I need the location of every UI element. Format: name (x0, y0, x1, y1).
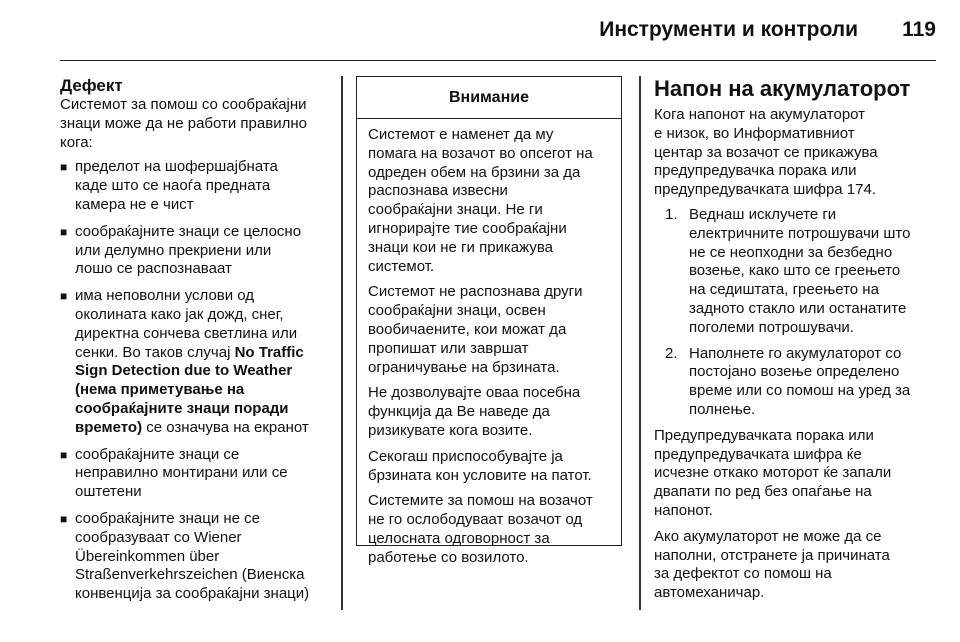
text-line: полнење. (689, 400, 756, 418)
text-line (75, 419, 309, 436)
header-rule (60, 60, 936, 61)
list-item (60, 287, 332, 437)
column-divider-right (639, 76, 641, 610)
text-line: не го ослободуваат возачот од (368, 511, 583, 529)
text-line: наполни, отстранете ја причината (654, 546, 890, 564)
display-message-fragment: (нема приметување на (75, 381, 245, 399)
page-header (60, 14, 936, 58)
page-number: 119 (902, 18, 936, 41)
display-message-fragment: времето) (75, 418, 143, 436)
section-heading-defect: Дефект (60, 76, 123, 95)
text-line: оштетени (75, 483, 142, 501)
defect-conditions-list (60, 158, 332, 604)
text-line: лошо се распознаваат (75, 260, 232, 278)
warning-box (356, 76, 622, 566)
header-title: Инструменти и контроли (599, 18, 858, 41)
text-line: за дефектот со помош на (654, 565, 832, 583)
text-line: пределот на шофершајбната (75, 158, 278, 176)
text-line: не се неопходни за безбедно (689, 243, 893, 261)
text-line: Системот за помош со сообраќајни (60, 96, 307, 113)
text-fragment: сенки. Во таков случај (75, 343, 235, 361)
text-line: сообраќајни знаци, освен (368, 302, 546, 320)
text-line: Наполнете го акумулаторот со (689, 344, 902, 362)
text-line: центар за возачот се прикажува (654, 143, 878, 161)
text-line: Системот е наменет да му (368, 126, 554, 143)
warning-paragraph (368, 492, 613, 567)
display-message-fragment: Sign Detection due to Weather (75, 362, 293, 380)
column-divider-left (341, 76, 343, 610)
battery-paragraph (654, 528, 930, 603)
warning-paragraph (368, 283, 613, 377)
text-line: брзината кон условите на патот. (368, 466, 592, 484)
list-item (60, 158, 332, 214)
text-line: предупредувачка порака или (654, 162, 857, 180)
defect-intro (60, 96, 332, 152)
text-line: функција да Ве наведе да (368, 403, 550, 421)
warning-body (357, 119, 621, 568)
text-line: околината како јак дожд, снег, (75, 305, 284, 323)
display-message-fragment: сообраќајните знаци поради (75, 399, 289, 417)
text-line: пропишат или завршат (368, 339, 529, 357)
list-item (60, 223, 332, 279)
text-line: е низок, во Информативниот (654, 124, 855, 142)
text-line: каде што се наоѓа предната (75, 177, 271, 195)
text-line: распознава извесни (368, 182, 508, 200)
text-line: камера не е чист (75, 195, 194, 213)
text-line: директна сончева светлина или (75, 324, 298, 342)
list-item (60, 446, 332, 502)
text-line: Не дозволувајте оваа посебна (368, 384, 581, 402)
warning-paragraph (368, 384, 613, 440)
text-line: Übereinkommen über (75, 547, 220, 565)
text-line: предупредувачката шифра 174. (654, 181, 877, 199)
text-line: на седиштата, греењето на (689, 281, 879, 299)
text-line: конвенција за сообраќајни знаци) (75, 585, 310, 603)
text-line: автомеханичар. (654, 584, 765, 602)
text-line: неправилно монтирани или се (75, 464, 288, 482)
step-number: 2. (665, 344, 678, 362)
display-message-fragment: No Traffic (234, 343, 304, 361)
text-line: Предупредувачката порака или (654, 426, 874, 444)
list-item (654, 345, 930, 420)
text-line: знаци може да не работи правилно (60, 114, 307, 132)
text-line: ризикувате кога возите. (368, 421, 533, 439)
text-line: предупредувачката шифра ќе (654, 445, 862, 463)
text-line: Веднаш исклучете ги (689, 205, 837, 223)
section-heading-battery-voltage: Напон на акумулаторот (654, 76, 911, 101)
warning-paragraph (368, 448, 613, 486)
text-line: Straßenverkehrszeichen (Виенска (75, 566, 305, 584)
text-line: кога: (60, 133, 93, 151)
text-line: игнорирајте тие сообраќајни (368, 219, 567, 237)
battery-paragraph (654, 427, 930, 521)
text-line: задното стакло или останатите (689, 299, 907, 317)
list-item (654, 206, 930, 338)
text-line: Системите за помош на возачот (368, 492, 593, 510)
text-line: двапати по ред без опаѓање на (654, 483, 872, 501)
text-line: има неповолни услови од (75, 287, 255, 305)
text-line: сообраќајните знаци не се (75, 509, 261, 527)
text-line: исчезне откако моторот ќе запали (654, 464, 892, 482)
text-line: сообраќајните знаци се (75, 445, 240, 463)
text-line: поголеми потрошувачи. (689, 318, 854, 336)
text-line: Секогаш приспособувајте ја (368, 447, 563, 465)
step-number: 1. (665, 205, 678, 223)
text-line (75, 344, 304, 361)
text-line: Системот не распознава други (368, 283, 583, 301)
text-line: сообраќајни знаци. Не ги (368, 201, 543, 219)
text-line: целосната одговорност за (368, 529, 550, 547)
text-line: сообразуваат со Wiener (75, 528, 242, 546)
text-line: постојано возење определено (689, 363, 900, 381)
text-line: системот. (368, 257, 435, 275)
text-line: електричните потрошувачи што (689, 224, 911, 242)
text-line: сообраќајните знаци се целосно (75, 222, 302, 240)
text-line: или делумно прекриени или (75, 241, 272, 259)
text-line: ограничување на брзината. (368, 358, 560, 376)
text-line: Ако акумулаторот не може да се (654, 527, 882, 545)
text-line: помага на возачот во опсегот на (368, 144, 593, 162)
left-column (60, 76, 332, 612)
battery-steps-list (654, 206, 930, 420)
text-line: време или со помош на уред за (689, 382, 911, 400)
warning-paragraph (368, 126, 613, 276)
battery-intro (654, 106, 930, 200)
text-line: знаци кои не ги прикажува (368, 238, 553, 256)
text-line: Кога напонот на акумулаторот (654, 106, 866, 123)
warning-title: Внимание (357, 77, 621, 119)
list-item (60, 510, 332, 604)
text-line: напонот. (654, 501, 713, 519)
text-line: одреден обем на брзини за да (368, 163, 581, 181)
right-column (654, 76, 930, 610)
text-line: работење со возилото. (368, 548, 529, 566)
text-line: возење, како што се греењето (689, 262, 901, 280)
text-fragment: се означува на екранот (142, 418, 309, 436)
text-line: вообичаените, кои можат да (368, 320, 567, 338)
